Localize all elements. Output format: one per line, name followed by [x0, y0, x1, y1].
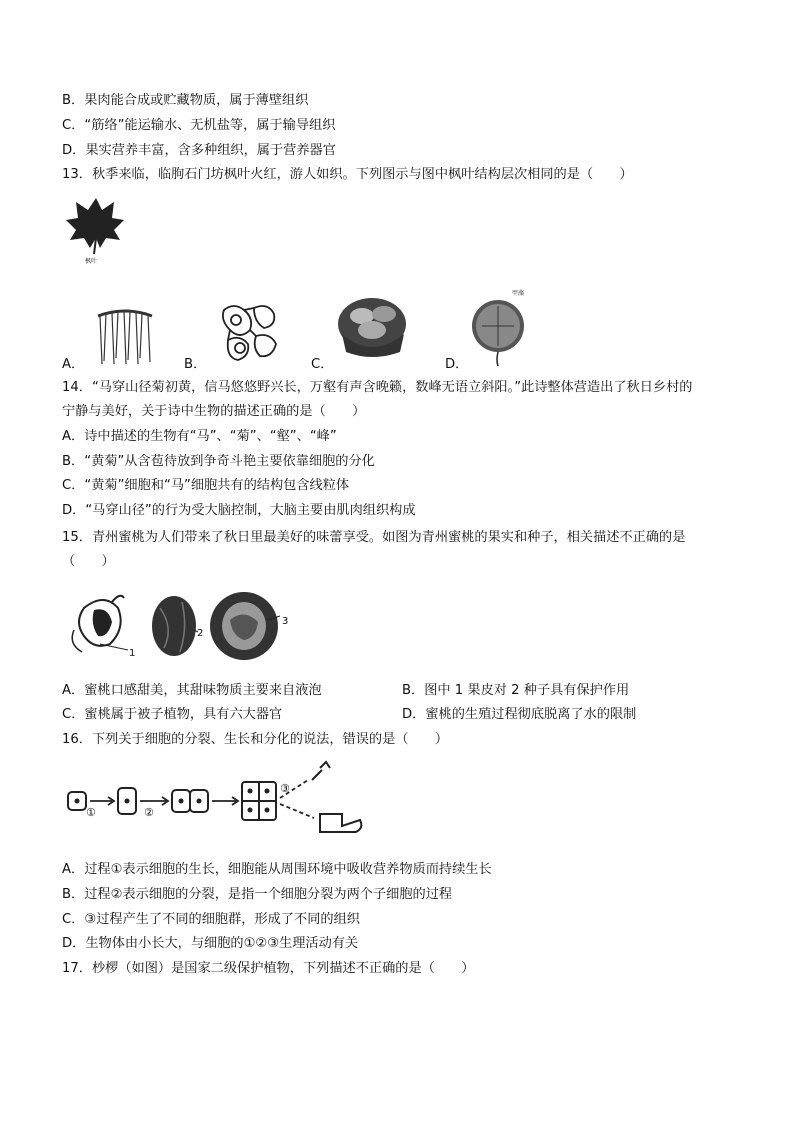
q13-option-b-label: B． — [184, 357, 207, 372]
q14-option-b: B．“黄菊”从含苞待放到争奇斗艳主要依靠细胞的分化 — [62, 454, 375, 469]
question-14-stem-line2: 宁静与美好，关于诗中生物的描述正确的是（ ） — [62, 404, 366, 419]
option-d-previous: D．果实营养丰富，含多种组织，属于营养器官 — [62, 143, 336, 158]
q15-option-c: C．蜜桃属于被子植物，具有六大器官 — [62, 707, 283, 722]
option-b-previous: B．果肉能合成或贮藏物质，属于薄壁组织 — [62, 93, 309, 108]
q14-option-a: A．诗中描述的生物有“马”、“菊”、“壑”、“峰” — [62, 429, 337, 444]
option-b-cell-tissue-image — [214, 300, 286, 368]
option-c-fruit-basket-image — [334, 290, 412, 362]
q16-option-d: D．生物体由小长大，与细胞的①②③生理活动有关 — [62, 936, 359, 951]
q16-option-a: A．过程①表示细胞的生长，细胞能从周围环境中吸收营养物质而持续生长 — [62, 862, 492, 877]
q13-option-c-label: C． — [311, 357, 334, 372]
step-1-marker: ① — [86, 806, 96, 819]
q15-option-a: A．蜜桃口感甜美，其甜味物质主要来自液泡 — [62, 683, 322, 698]
peach-fruit-and-seed-figure — [64, 588, 304, 664]
peach-marker-1: 1 — [129, 648, 136, 659]
step-3-marker: ③ — [280, 782, 290, 795]
q14-option-c: C．“黄菊”细胞和“马”细胞共有的结构包含线粒体 — [62, 478, 350, 493]
maple-leaf-figure — [64, 192, 128, 264]
question-14-stem-line1: 14．“马穿山径菊初黄，信马悠悠野兴长，万壑有声含晚籁，数峰无语立斜阳。”此诗整体营造出了秋日乡村的 — [62, 380, 693, 395]
question-16-stem: 16．下列关于细胞的分裂、生长和分化的说法，错误的是（ ） — [62, 732, 449, 747]
q15-option-b: B．图中 1 果皮对 2 种子具有保护作用 — [402, 683, 630, 698]
option-d-algae-cell-image — [468, 288, 532, 368]
question-13-stem: 13．秋季来临，临朐石门坊枫叶火红，游人如织。下列图示与图中枫叶结构层次相同的是（ ） — [62, 167, 633, 182]
algae-caption: 甲藻 — [512, 290, 525, 297]
step-2-marker: ② — [144, 806, 154, 819]
question-15-stem-line2: （ ） — [62, 554, 115, 569]
maple-leaf-caption: 枫叶 — [85, 258, 98, 265]
question-17-stem: 17．杪椤（如图）是国家二级保护植物，下列描述不正确的是（ ） — [62, 961, 475, 976]
q13-option-a-label: A． — [62, 357, 85, 372]
q16-option-b: B．过程②表示细胞的分裂，是指一个细胞分裂为两个子细胞的过程 — [62, 887, 453, 902]
question-15-stem-line1: 15．青州蜜桃为人们带来了秋日里最美好的味蕾享受。如图为青州蜜桃的果实和种子，相关描述不正确的是 — [62, 530, 686, 545]
q13-option-d-label: D． — [445, 357, 469, 372]
q16-option-c: C．③过程产生了不同的细胞群，形成了不同的组织 — [62, 912, 360, 927]
peach-marker-2: 2 — [197, 628, 204, 639]
option-c-previous: C．“筋络”能运输水、无机盐等，属于输导组织 — [62, 118, 336, 133]
q14-option-d: D．“马穿山径”的行为受大脑控制，大脑主要由肌肉组织构成 — [62, 503, 416, 518]
option-a-root-tissue-image — [90, 306, 160, 366]
peach-marker-3: 3 — [282, 616, 289, 627]
cell-process-diagram — [64, 758, 374, 846]
q15-option-d: D．蜜桃的生殖过程彻底脱离了水的限制 — [402, 707, 637, 722]
